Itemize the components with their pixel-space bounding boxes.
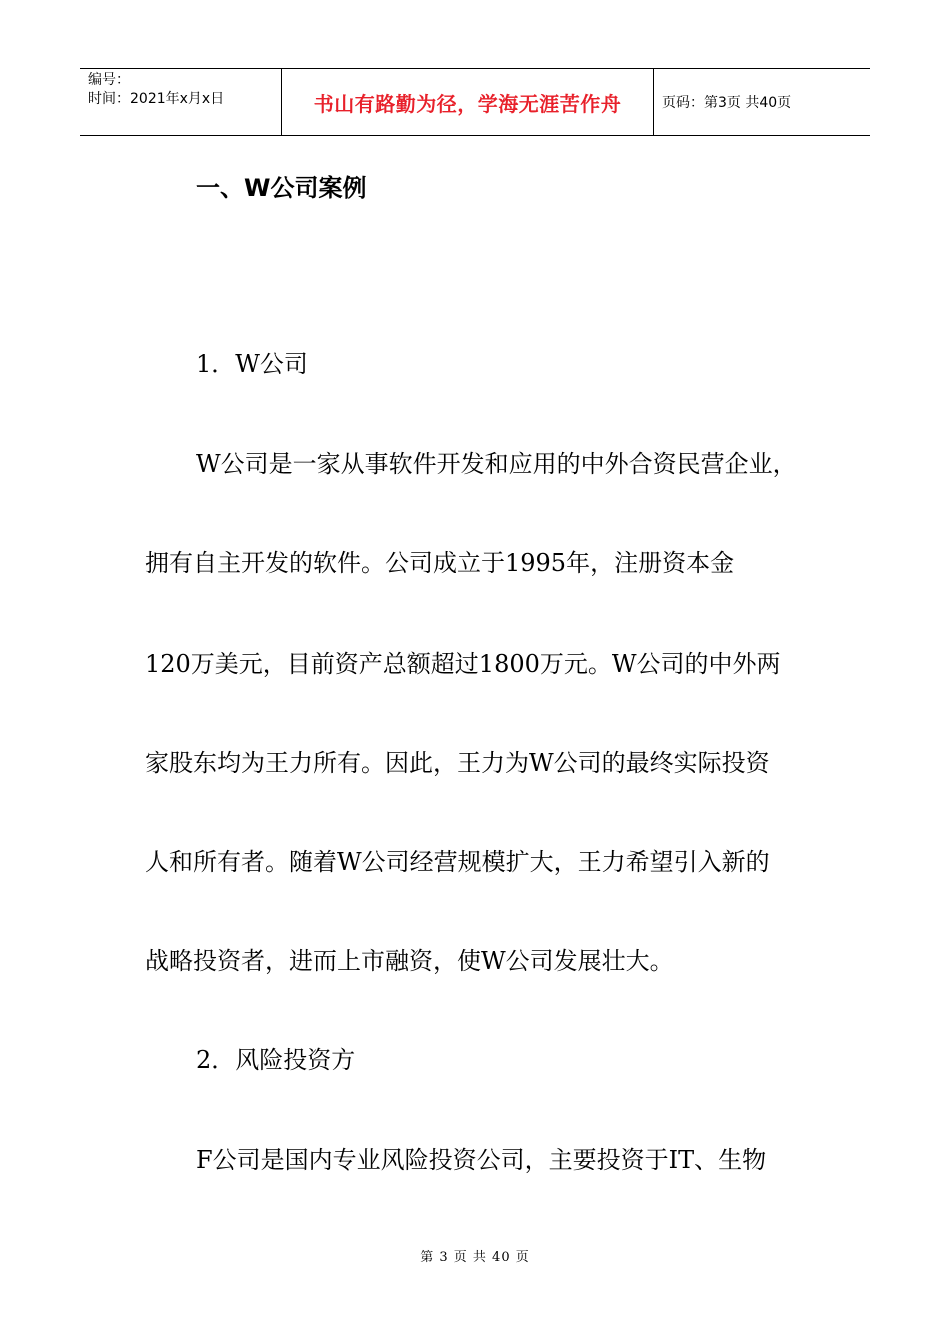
page-header (80, 68, 870, 136)
page-footer: 第 3 页 共 40 页 (420, 1250, 530, 1265)
document-number-label: 编号： (88, 72, 130, 88)
body-line: 战略投资者，进而上市融资，使W公司发展壮大。 (145, 947, 674, 975)
subsection-title-investor: 2．风险投资方 (196, 1046, 356, 1074)
header-page-info: 页码：第3页 共40页 (662, 95, 792, 111)
body-line: F公司是国内专业风险投资公司，主要投资于IT、生物 (196, 1146, 767, 1174)
body-line: W公司是一家从事软件开发和应用的中外合资民营企业， (196, 450, 797, 478)
body-line: 家股东均为王力所有。因此，王力为W公司的最终实际投资 (145, 749, 770, 777)
document-time-label: 时间：2021年x月x日 (88, 91, 225, 107)
body-line: 人和所有者。随着W公司经营规模扩大，王力希望引入新的 (145, 848, 770, 876)
section-heading: 一、W公司案例 (196, 174, 367, 202)
body-line: 120万美元，目前资产总额超过1800万元。W公司的中外两 (145, 650, 781, 678)
header-motto: 书山有路勤为径，学海无涯苦作舟 (282, 69, 654, 135)
header-meta (80, 69, 282, 135)
body-line: 拥有自主开发的软件。公司成立于1995年，注册资本金 (145, 549, 735, 577)
subsection-title-company: 1．W公司 (196, 350, 308, 378)
